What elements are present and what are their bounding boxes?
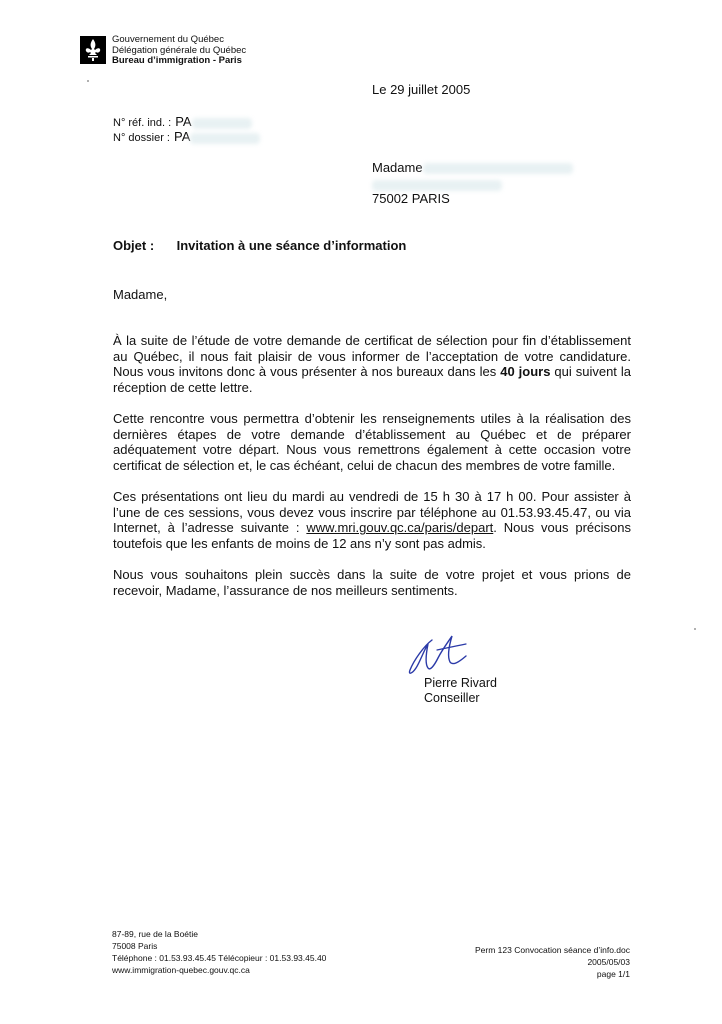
footer-phone-line: Téléphone : 01.53.93.45.45 Télécopieur : 01.53.93.45.40 <box>112 953 327 963</box>
footer-document-info <box>450 944 630 980</box>
fleur-de-lis-icon <box>80 36 106 64</box>
org-line-1: Gouvernement du Québec <box>112 34 224 45</box>
recipient-city: 75002 PARIS <box>372 191 450 206</box>
quebec-fleur-de-lis-logo <box>80 36 106 64</box>
ref-label: N° réf. ind. : <box>113 117 172 129</box>
subject-line <box>113 238 406 253</box>
footer-page-number: page 1/1 <box>596 969 630 979</box>
registration-link[interactable]: www.mri.gouv.qc.ca/paris/depart <box>306 520 494 536</box>
recipient-street-line <box>372 177 502 192</box>
scan-speck <box>87 80 89 82</box>
redacted-block <box>423 163 573 174</box>
dossier-number <box>113 129 260 144</box>
paragraph-3 <box>113 489 631 552</box>
ref-prefix: PA <box>175 114 192 129</box>
signer-title: Conseiller <box>424 691 480 705</box>
paragraph-1-text-end: qui suivent la réception de cette lettre. <box>113 364 631 396</box>
signer-name: Pierre Rivard <box>424 676 497 690</box>
redacted-block <box>190 133 260 144</box>
footer-doc-date: 2005/05/03 <box>587 957 630 967</box>
recipient-name-line <box>372 160 573 175</box>
redacted-block <box>192 118 252 129</box>
organization-header <box>112 35 246 67</box>
paragraph-2: Cette rencontre vous permettra d’obtenir les renseignements utiles à la réalisation des dernières étapes de votre demande d’établissement au Québec et de préparer adéquatement votre départ. Nous vous remettrons également à cette occasion votre certificat de sélection et, le cas échéant, celui de chacun des membres de votre famille. <box>113 411 631 474</box>
footer-address-line-2: 75008 Paris <box>112 941 158 951</box>
footer-doc-name: Perm 123 Convocation séance d’info.doc <box>475 945 630 955</box>
footer-website: www.immigration-quebec.gouv.qc.ca <box>112 965 250 975</box>
paragraph-4: Nous vous souhaitons plein succès dans la suite de votre projet et vous prions de recevoir, Madame, l’assurance de nos meilleurs sentiments. <box>113 567 631 598</box>
dossier-label: N° dossier : <box>113 132 170 144</box>
dossier-prefix: PA <box>173 129 191 144</box>
letter-date: Le 29 juillet 2005 <box>372 82 471 97</box>
salutation: Madame, <box>113 287 168 302</box>
footer-address-line-1: 87-89, rue de la Boétie <box>112 929 199 939</box>
org-line-2: Délégation générale du Québec <box>112 44 247 56</box>
scan-speck <box>694 628 696 630</box>
paragraph-1-text: À la suite de l’étude de votre demande de certificat de sélection pour fin d’établissement au Québec, il nous fait plaisir de vous informer de l’acceptation de votre candidature. Nous vous invitons donc à vous présenter à nos bureaux dans les <box>113 333 631 380</box>
subject-label: Objet : <box>113 238 155 253</box>
subject-text: Invitation à une séance d’information <box>176 238 407 253</box>
org-line-3: Bureau d’immigration - Paris <box>112 55 242 66</box>
footer-address-block <box>112 928 326 976</box>
recipient-salutation: Madame <box>372 160 423 175</box>
paragraph-3-text-end: . Nous vous précisons toutefois que les enfants de moins de 12 ans n’y sont pas admis. <box>113 520 631 552</box>
redacted-block <box>372 180 502 191</box>
paragraph-1 <box>113 333 631 396</box>
paragraph-3-text: Ces présentations ont lieu du mardi au vendredi de 15 h 30 à 17 h 00. Pour assister à l’une de ces sessions, vous devez vous inscrire par téléphone au 01.53.93.45.47, ou via Internet, à l’adresse suivante : <box>113 489 631 536</box>
deadline-emphasis: 40 jours <box>500 364 551 380</box>
handwritten-signature <box>404 628 484 683</box>
reference-number <box>113 114 252 129</box>
